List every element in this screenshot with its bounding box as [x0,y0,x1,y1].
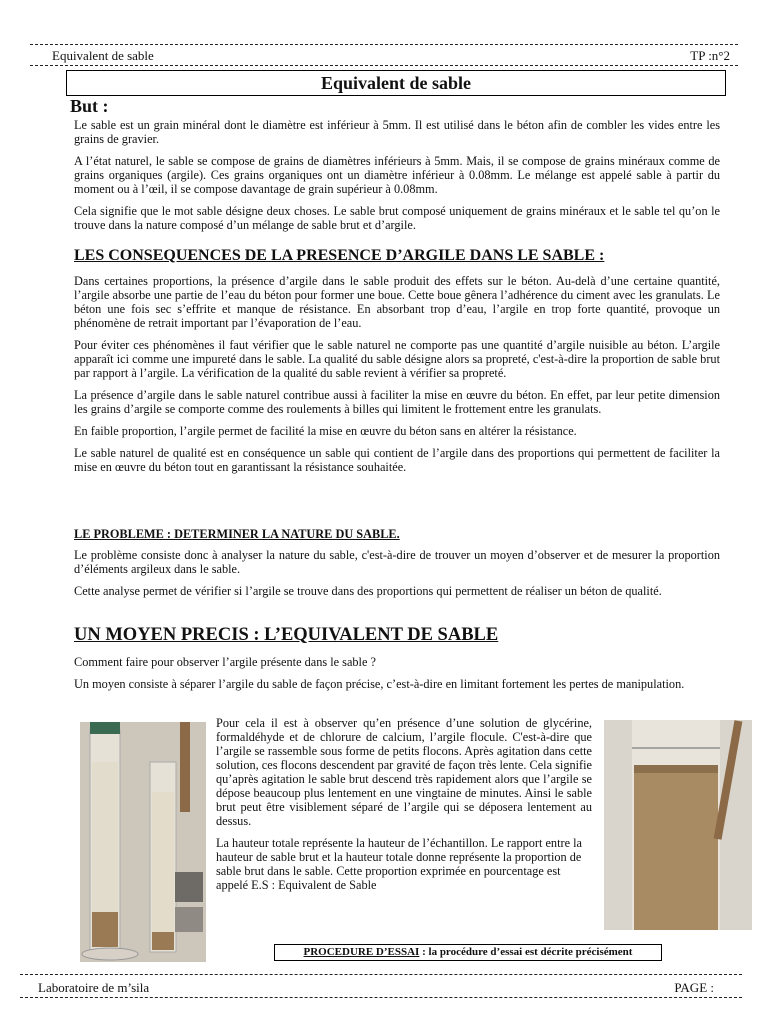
paragraph: Cela signifie que le mot sable désigne deux choses. Le sable brut composé uniquement de grains minéraux et le sable tel qu’on le trouve dans la nature composé d’un mélange de sable brut et d’argile. [74,204,720,232]
probleme-heading: LE PROBLEME : DETERMINER LA NATURE DU SABLE. [74,527,400,541]
but-heading: But : [70,96,109,116]
procedure-label: PROCEDURE D’ESSAI [303,946,420,958]
header-left: Equivalent de sable [52,48,154,63]
paragraph: En faible proportion, l’argile permet de facilité la mise en œuvre du béton sans en altérer la résistance. [74,424,577,438]
paragraph: La hauteur totale représente la hauteur de l’échantillon. Le rapport entre la hauteur de sable brut et la hauteur totale donne représente la proportion de sable brut dans le sable. Cette proportion exprimée en pourcentage est appelé E.S : Equivalent de Sable [216,836,582,892]
paragraph: Pour cela il est à observer qu’en présence d’une solution de glycérine, formaldéhyde et de chlorure de calcium, l’argile flocule. C'est-à-dire que l’argile se rassemble sous forme de petits flocons. Après agitation dans cette solution, ces flocons descendent par gravité de façon très lente. Cela signifie qu’après agitation le sable brut descend très rapidement alors que l’argile se dépose beaucoup plus lentement en une vingtaine de minutes. Ainsi le sable brut peut être visiblement séparé de l’argile qui se déposera lentement au dessus. [216,716,592,828]
procedure-box [274,944,662,961]
sand-sample-photo-icon [604,720,752,930]
header-right: TP :n°2 [690,48,730,63]
but-section [74,118,720,232]
moyen-heading: UN MOYEN PRECIS : L’EQUIVALENT DE SABLE [74,625,499,645]
page-footer [20,974,742,998]
footer-left: Laboratoire de m’sila [38,980,150,995]
paragraph: Dans certaines proportions, la présence d’argile dans le sable produit des effets sur le béton. Au-delà d’une certaine quantité, l’argile absorbe une partie de l’eau du béton pour former une boue. Cette boue gênera l’adhérence du ciment avec les granulats. Le béton une fois sec s’effrite et manque de résistance. En absorbant trop d’eau, l’argile en trop forte quantité, provoque un phénomène de retrait important par l’évaporation de l’eau. [74,274,720,330]
page-title: Equivalent de sable [66,70,726,96]
paragraph: Pour éviter ces phénomènes il faut vérifier que le sable naturel ne comporte pas une quantité d’argile nuisible au béton. L’argile apparaît ici comme une impureté dans le sable. La qualité du sable désigne alors sa propreté, c'est-à-dire la proportion de sable brut par rapport à l’argile. La vérification de la qualité du sable revient à vérifier sa propreté. [74,338,720,380]
paragraph: Un moyen consiste à séparer l’argile du sable de façon précise, c’est-à-dire en limitant fortement les pertes de manipulation. [74,677,685,691]
paragraph: Le problème consiste donc à analyser la nature du sable, c'est-à-dire de trouver un moyen d’observer et de mesurer la proportion d’éléments argileux dans le sable. [74,548,720,576]
moyen-section [74,655,720,691]
paragraph: Le sable naturel de qualité est en conséquence un sable qui contient de l’argile dans des proportions qui permettent de faciliter la mise en œuvre du béton tout en garantissant la résistance souhaitée. [74,446,720,474]
paragraph: La présence d’argile dans le sable naturel contribue aussi à faciliter la mise en œuvre du béton. En effet, par leur petite dimension les grains d’argile se comporte comme des roulements à billes qui limitent le frottement entre les granulats. [74,388,720,416]
side-text [216,716,592,892]
consequences-heading: LES CONSEQUENCES DE LA PRESENCE D’ARGILE DANS LE SABLE : [74,247,605,264]
paragraph: Cette analyse permet de vérifier si l’argile se trouve dans des proportions qui permettent de réaliser un béton de qualité. [74,584,662,598]
paragraph: Comment faire pour observer l’argile présente dans le sable ? [74,655,376,669]
graduated-cylinders-photo-icon [80,722,206,962]
probleme-section [74,548,720,598]
paragraph: Le sable est un grain minéral dont le diamètre est inférieur à 5mm. Il est utilisé dans le béton afin de combler les vides entre les grains de gravier. [74,118,720,146]
procedure-text: : la procédure d’essai est décrite précisément [419,946,633,958]
footer-right: PAGE : [674,980,714,995]
consequences-section [74,274,720,474]
paragraph: A l’état naturel, le sable se compose de grains de diamètres inférieurs à 5mm. Mais, il se compose de grains minéraux comme de grains organiques (argile). Ces grains organiques ont un diamètre inférieur à 0.08mm. Le mélange est appelé sable à partir du moment ou à l’œil, il se compose davantage de grain supérieur à 0.08mm. [74,154,720,196]
page-header [30,44,738,66]
